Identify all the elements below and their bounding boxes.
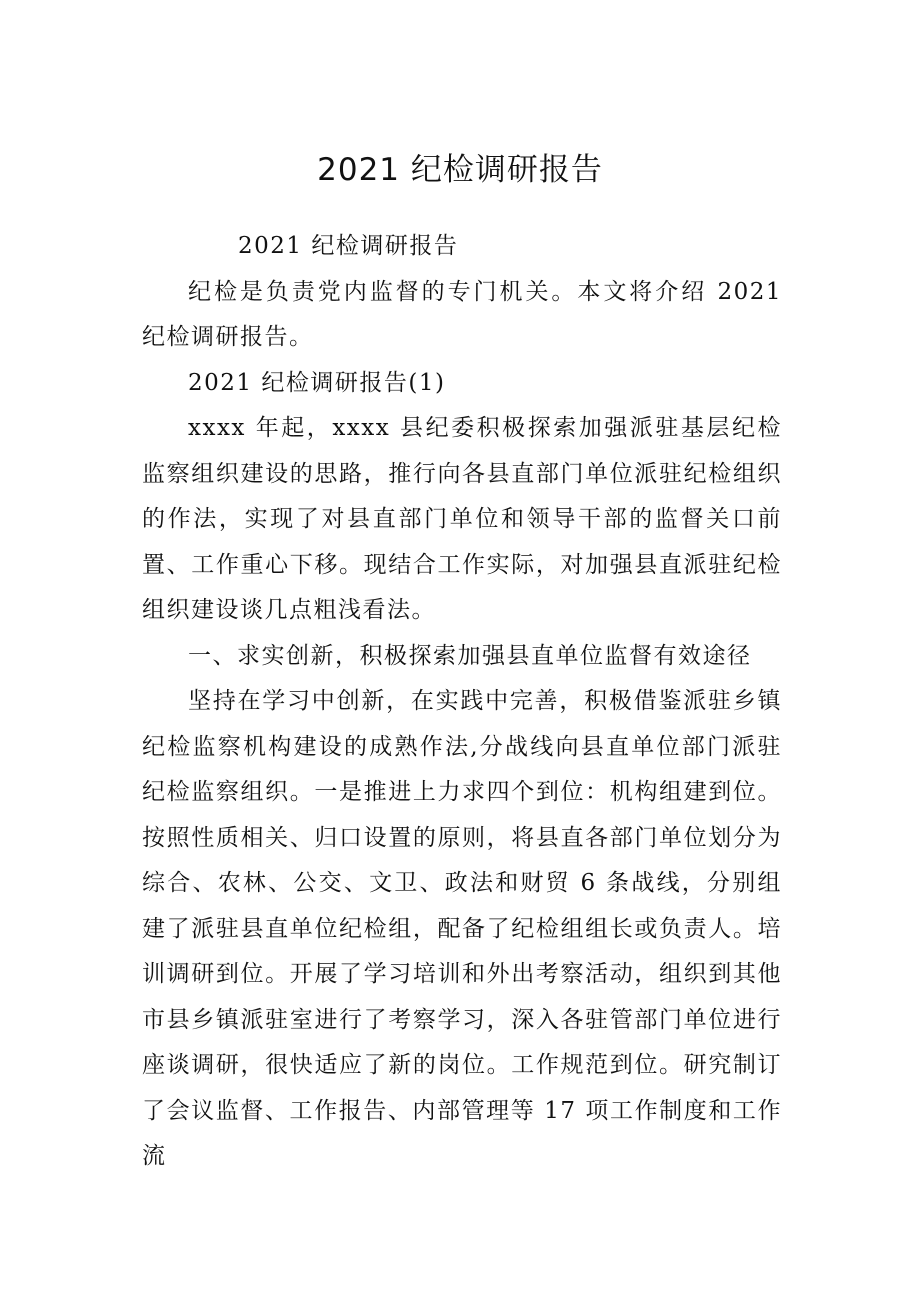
subtitle-paragraph: 2021 纪检调研报告 (238, 233, 459, 259)
body-paragraph: 坚持在学习中创新，在实践中完善，积极借鉴派驻乡镇纪检监察机构建设的成熟作法,分战线向县直单位部门派驻纪检监察组织。一是推进上力求四个到位：机构组建到位。按照性质相关、归口设置的原则，将县直各部门单位划分为综合、农林、公交、文卫、政法和财贸 6 条战线，分别组建了派驻县直单位纪检组，配备了纪检组组长或负责人。培训调研到位。开展了学习培训和外出考察活动，组织到其他市县乡镇派驻室进行了考察学习，深入各驻管部门单位进行座谈调研，很快适应了新的岗位。工作规范到位。研究制订了会议监督、工作报告、内部管理等 17 项工作制度和工作流 (142, 688, 782, 1169)
section-heading: 2021 纪检调研报告(1) (188, 369, 446, 396)
document-body (142, 224, 782, 1180)
subsection-heading: 一、求实创新，积极探索加强县直单位监督有效途径 (188, 642, 752, 669)
body-paragraph: xxxx 年起，xxxx 县纪委积极探索加强派驻基层纪检监察组织建设的思路，推行向各县直部门单位派驻纪检组织的作法，实现了对县直部门单位和领导干部的监督关口前置、工作重心下移。现结合工作实际，对加强县直派驻纪检组织建设谈几点粗浅看法。 (142, 415, 782, 623)
document-title: 2021 纪检调研报告 (317, 152, 603, 188)
intro-paragraph: 纪检是负责党内监督的专门机关。本文将介绍 2021 纪检调研报告。 (142, 278, 782, 350)
